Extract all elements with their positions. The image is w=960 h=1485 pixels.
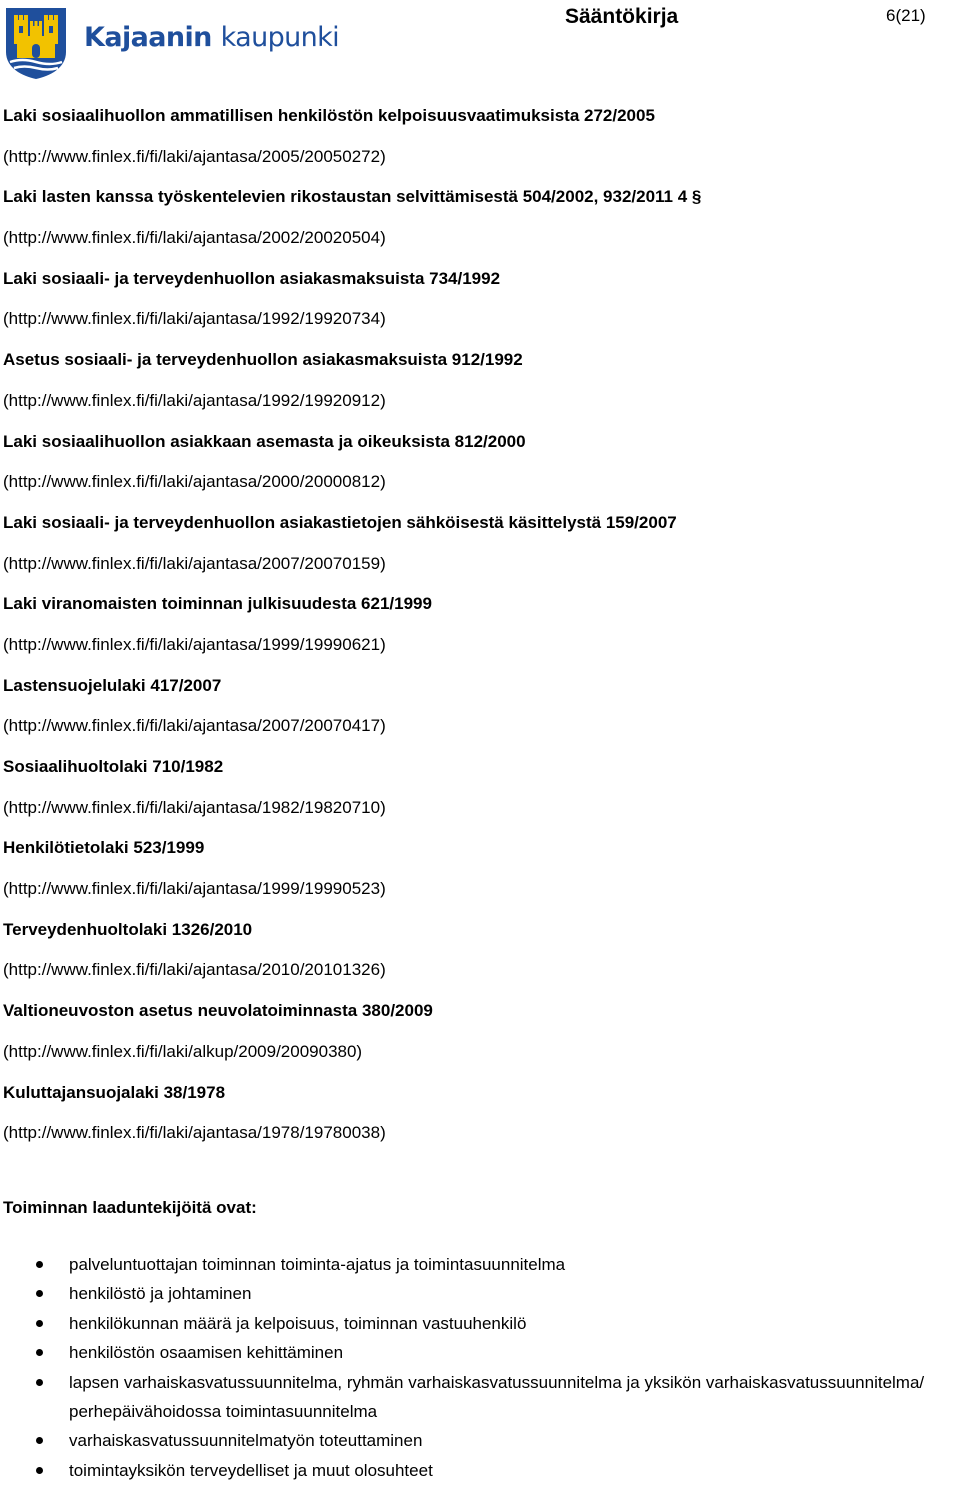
law-title: Valtioneuvoston asetus neuvolatoiminnasta 380/2009 (3, 1001, 433, 1021)
list-item-text: henkilökunnan määrä ja kelpoisuus, toiminnan vastuuhenkilö (69, 1313, 527, 1333)
list-item-text: henkilöstön osaamisen kehittäminen (69, 1343, 344, 1363)
city-brand-name (84, 22, 339, 53)
document-title: Sääntökirja (565, 5, 679, 28)
brand-name-thin: kaupunki (220, 22, 340, 53)
law-link[interactable]: (http://www.finlex.fi/fi/laki/ajantasa/1999/19990523) (3, 879, 386, 899)
law-title: Asetus sosiaali- ja terveydenhuollon asiakasmaksuista 912/1992 (3, 350, 523, 370)
law-title: Laki lasten kanssa työskentelevien rikostaustan selvittämisestä 504/2002, 932/2011 4 § (3, 187, 702, 207)
list-item-text: toimintayksikön terveydelliset ja muut olosuhteet (69, 1460, 433, 1480)
law-title: Laki sosiaalihuollon asiakkaan asemasta ja oikeuksista 812/2000 (3, 431, 526, 451)
law-link[interactable]: (http://www.finlex.fi/fi/laki/ajantasa/1982/19820710) (3, 797, 386, 817)
law-link[interactable]: (http://www.finlex.fi/fi/laki/ajantasa/2005/20050272) (3, 146, 386, 166)
law-link[interactable]: (http://www.finlex.fi/fi/laki/alkup/2009/20090380) (3, 1041, 363, 1061)
law-link[interactable]: (http://www.finlex.fi/fi/laki/ajantasa/2002/20020504) (3, 228, 386, 248)
list-item (0, 1250, 960, 1279)
bullet-icon (36, 1320, 43, 1327)
law-link[interactable]: (http://www.finlex.fi/fi/laki/ajantasa/1992/19920734) (3, 309, 386, 329)
bullet-icon (36, 1349, 43, 1356)
bullet-icon (36, 1437, 43, 1444)
quality-factors-list (0, 1250, 960, 1485)
law-title: Lastensuojelulaki 417/2007 (3, 675, 222, 695)
list-item-text: lapsen varhaiskasvatussuunnitelma, ryhmän varhaiskasvatussuunnitelma ja yksikön varhaiskasvatussuunnitelma/ perhepäivähoidossa toimintasuunnitelma (69, 1372, 925, 1422)
bullet-icon (36, 1261, 43, 1268)
law-title: Laki sosiaalihuollon ammatillisen henkilöstön kelpoisuusvaatimuksista 272/2005 (3, 106, 655, 125)
list-item-text: henkilöstö ja johtaminen (69, 1284, 252, 1304)
law-link[interactable]: (http://www.finlex.fi/fi/laki/ajantasa/1978/19780038) (3, 1123, 386, 1143)
page-number: 6(21) (886, 6, 926, 25)
law-link[interactable]: (http://www.finlex.fi/fi/laki/ajantasa/1992/19920912) (3, 390, 386, 410)
section-heading: Toiminnan laaduntekijöitä ovat: (3, 1198, 257, 1217)
list-item (0, 1368, 960, 1427)
law-link[interactable]: (http://www.finlex.fi/fi/laki/ajantasa/2007/20070417) (3, 716, 386, 736)
bullet-icon (36, 1290, 43, 1297)
law-title: Sosiaalihuoltolaki 710/1982 (3, 757, 224, 776)
bullet-icon (36, 1467, 43, 1474)
list-item (0, 1456, 960, 1485)
law-link[interactable]: (http://www.finlex.fi/fi/laki/ajantasa/2010/20101326) (3, 960, 386, 980)
list-item-text: palveluntuottajan toiminnan toiminta-ajatus ja toimintasuunnitelma (69, 1255, 566, 1274)
law-link[interactable]: (http://www.finlex.fi/fi/laki/ajantasa/2007/20070159) (3, 553, 386, 573)
law-link[interactable]: (http://www.finlex.fi/fi/laki/ajantasa/1999/19990621) (3, 634, 386, 654)
bullet-icon (36, 1379, 43, 1386)
law-title: Terveydenhuoltolaki 1326/2010 (3, 919, 253, 939)
list-item (0, 1279, 960, 1308)
law-title: Laki sosiaali- ja terveydenhuollon asiakasmaksuista 734/1992 (3, 268, 501, 288)
law-title: Henkilötietolaki 523/1999 (3, 838, 205, 858)
list-item (0, 1338, 960, 1367)
law-references-list (3, 102, 953, 1160)
brand-name-bold: Kajaanin (84, 22, 212, 53)
law-title: Kuluttajansuojalaki 38/1978 (3, 1082, 226, 1102)
list-item-text: varhaiskasvatussuunnitelmatyön toteuttaminen (69, 1431, 423, 1451)
list-item (0, 1309, 960, 1338)
law-title: Laki viranomaisten toiminnan julkisuudesta 621/1999 (3, 594, 432, 614)
page-header (0, 0, 960, 90)
coat-of-arms-logo (4, 6, 68, 80)
list-item (0, 1426, 960, 1455)
law-link[interactable]: (http://www.finlex.fi/fi/laki/ajantasa/2000/20000812) (3, 472, 386, 492)
law-title: Laki sosiaali- ja terveydenhuollon asiakastietojen sähköisestä käsittelystä 159/2007 (3, 512, 677, 532)
